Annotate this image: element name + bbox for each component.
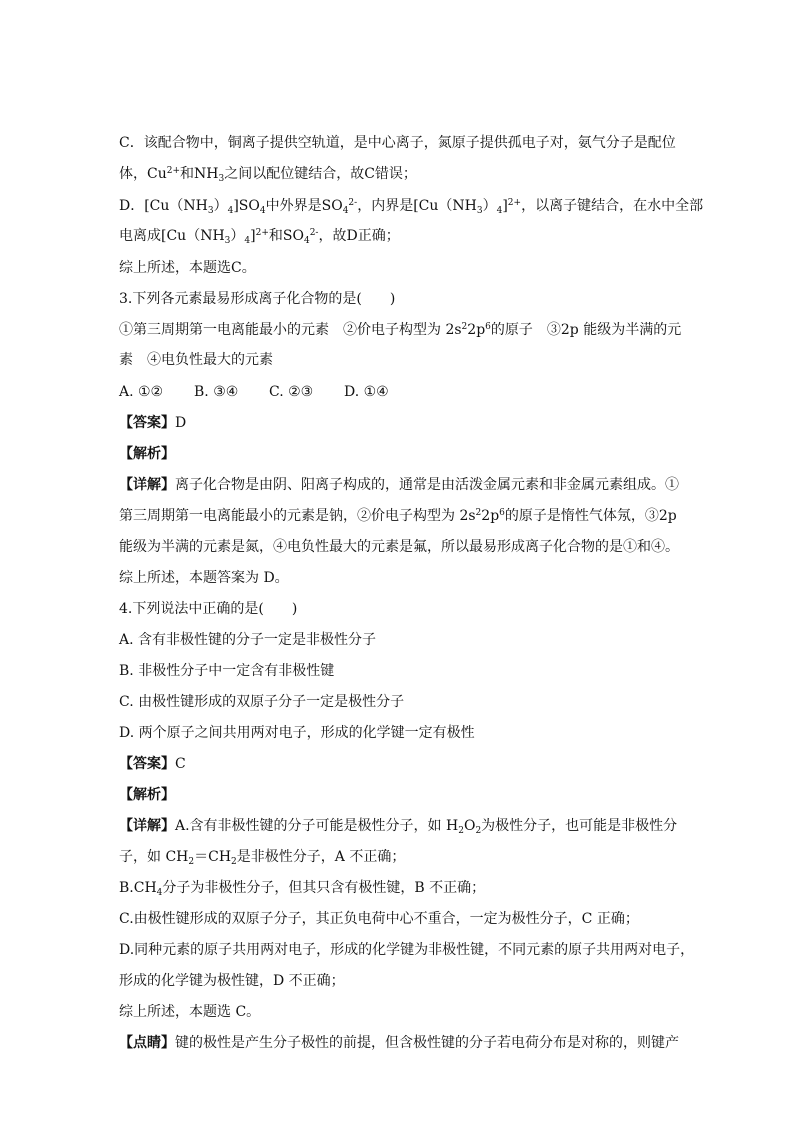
q3-summary: 综上所述，本题答案为 D。 xyxy=(119,570,289,586)
q4-detail-c: C.由极性键形成的双原子分子，其正负电荷中心不重合，一定为极性分子，C 正确； xyxy=(119,911,639,927)
q4-detail-d-line1: D.同种元素的原子共用两对电子，形成的化学键为非极性键，不同元素的原子共用两对电子， xyxy=(119,942,695,958)
q3-stem: 3.下列各元素最易形成离子化合物的是( ) xyxy=(119,291,396,307)
explanation-summary: 综上所述，本题选C。 xyxy=(119,260,256,276)
q4-stem: 4.下列说法中正确的是( ) xyxy=(119,601,298,617)
q4-detail-d-line2: 形成的化学键为极性键，D 不正确； xyxy=(119,973,345,989)
q4-comment: 【点睛】键的极性是产生分子极性的前提，但含极性键的分子若电荷分布是对称的，则键产 xyxy=(119,1035,679,1051)
q4-detail-a-line2: 子，如 $CH_2=CH_2$是非极性分子，A 不正确； xyxy=(119,849,406,867)
q3-detail-line3: 能级为半满的元素是氮，④电负性最大的元素是氟，所以最易形成离子化合物的是①和④。 xyxy=(119,539,679,555)
q4-option-d: D. 两个原子之间共用两对电子，形成的化学键一定有极性 xyxy=(119,725,475,741)
q3-option-d: D. ①④ xyxy=(344,384,389,400)
q4-option-b: B. 非极性分子中一定含有非极性键 xyxy=(119,663,335,679)
q4-option-a: A. 含有非极性键的分子一定是非极性分子 xyxy=(119,632,377,648)
q3-option-c: C. ②③ xyxy=(269,384,314,400)
q4-summary: 综上所述，本题选 C。 xyxy=(119,1004,261,1020)
explanation-d-line1: D．$[Cu(NH_3)_4]SO_4$中外界是$SO_4^{2-}$，内界是$[Cu(NH_3)_4]^{2+}$，以离子键结合，在水中全部 xyxy=(119,198,704,216)
explanation-c-line1: C．该配合物中，铜离子提供空轨道，是中心离子，氮原子提供孤电子对，氨气分子是配位 xyxy=(119,135,676,151)
q3-conditions-line1: ①第三周期第一电离能最小的元素 ②价电子构型为 $2s^22p^6$的原子 ③2p 能级为半满的元 xyxy=(119,322,682,338)
q4-detail-b: $B.CH_4$分子为非极性分子，但其只含有极性键，B 不正确； xyxy=(119,880,486,898)
q4-option-c: C. 由极性键形成的双原子分子一定是极性分子 xyxy=(119,694,405,710)
q4-analysis-label: 【解析】 xyxy=(119,787,175,803)
q3-conditions-line2: 素 ④电负性最大的元素 xyxy=(119,352,273,368)
q3-analysis-label: 【解析】 xyxy=(119,446,175,462)
explanation-c-line2: 体，$Cu^{2+}$和$NH_3$之间以配位键结合，故C错误； xyxy=(119,166,417,184)
q3-option-a: A. ①② xyxy=(119,384,164,400)
q3-options xyxy=(119,382,389,402)
q4-answer: 【答案】C xyxy=(119,756,186,772)
explanation-d-line2: 电离成$[Cu(NH_3)_4]^{2+}$和$SO_4^{2-}$，故D正确； xyxy=(119,228,400,246)
q4-detail-a-line1: 【详解】A.含有非极性键的分子可能是极性分子，如 $H_2O_2$为极性分子，也可能是非极性分 xyxy=(119,818,678,836)
q3-detail-line2: 第三周期第一电离能最小的元素是钠，②价电子构型为 $2s^22p^6$的原子是惰性气体氖，③2p xyxy=(119,508,677,524)
q3-answer: 【答案】D xyxy=(119,415,187,431)
q3-detail-line1: 【详解】离子化合物是由阴、阳离子构成的，通常是由活泼金属元素和非金属元素组成。① xyxy=(119,477,679,493)
q3-option-b: B. ③④ xyxy=(194,384,239,400)
